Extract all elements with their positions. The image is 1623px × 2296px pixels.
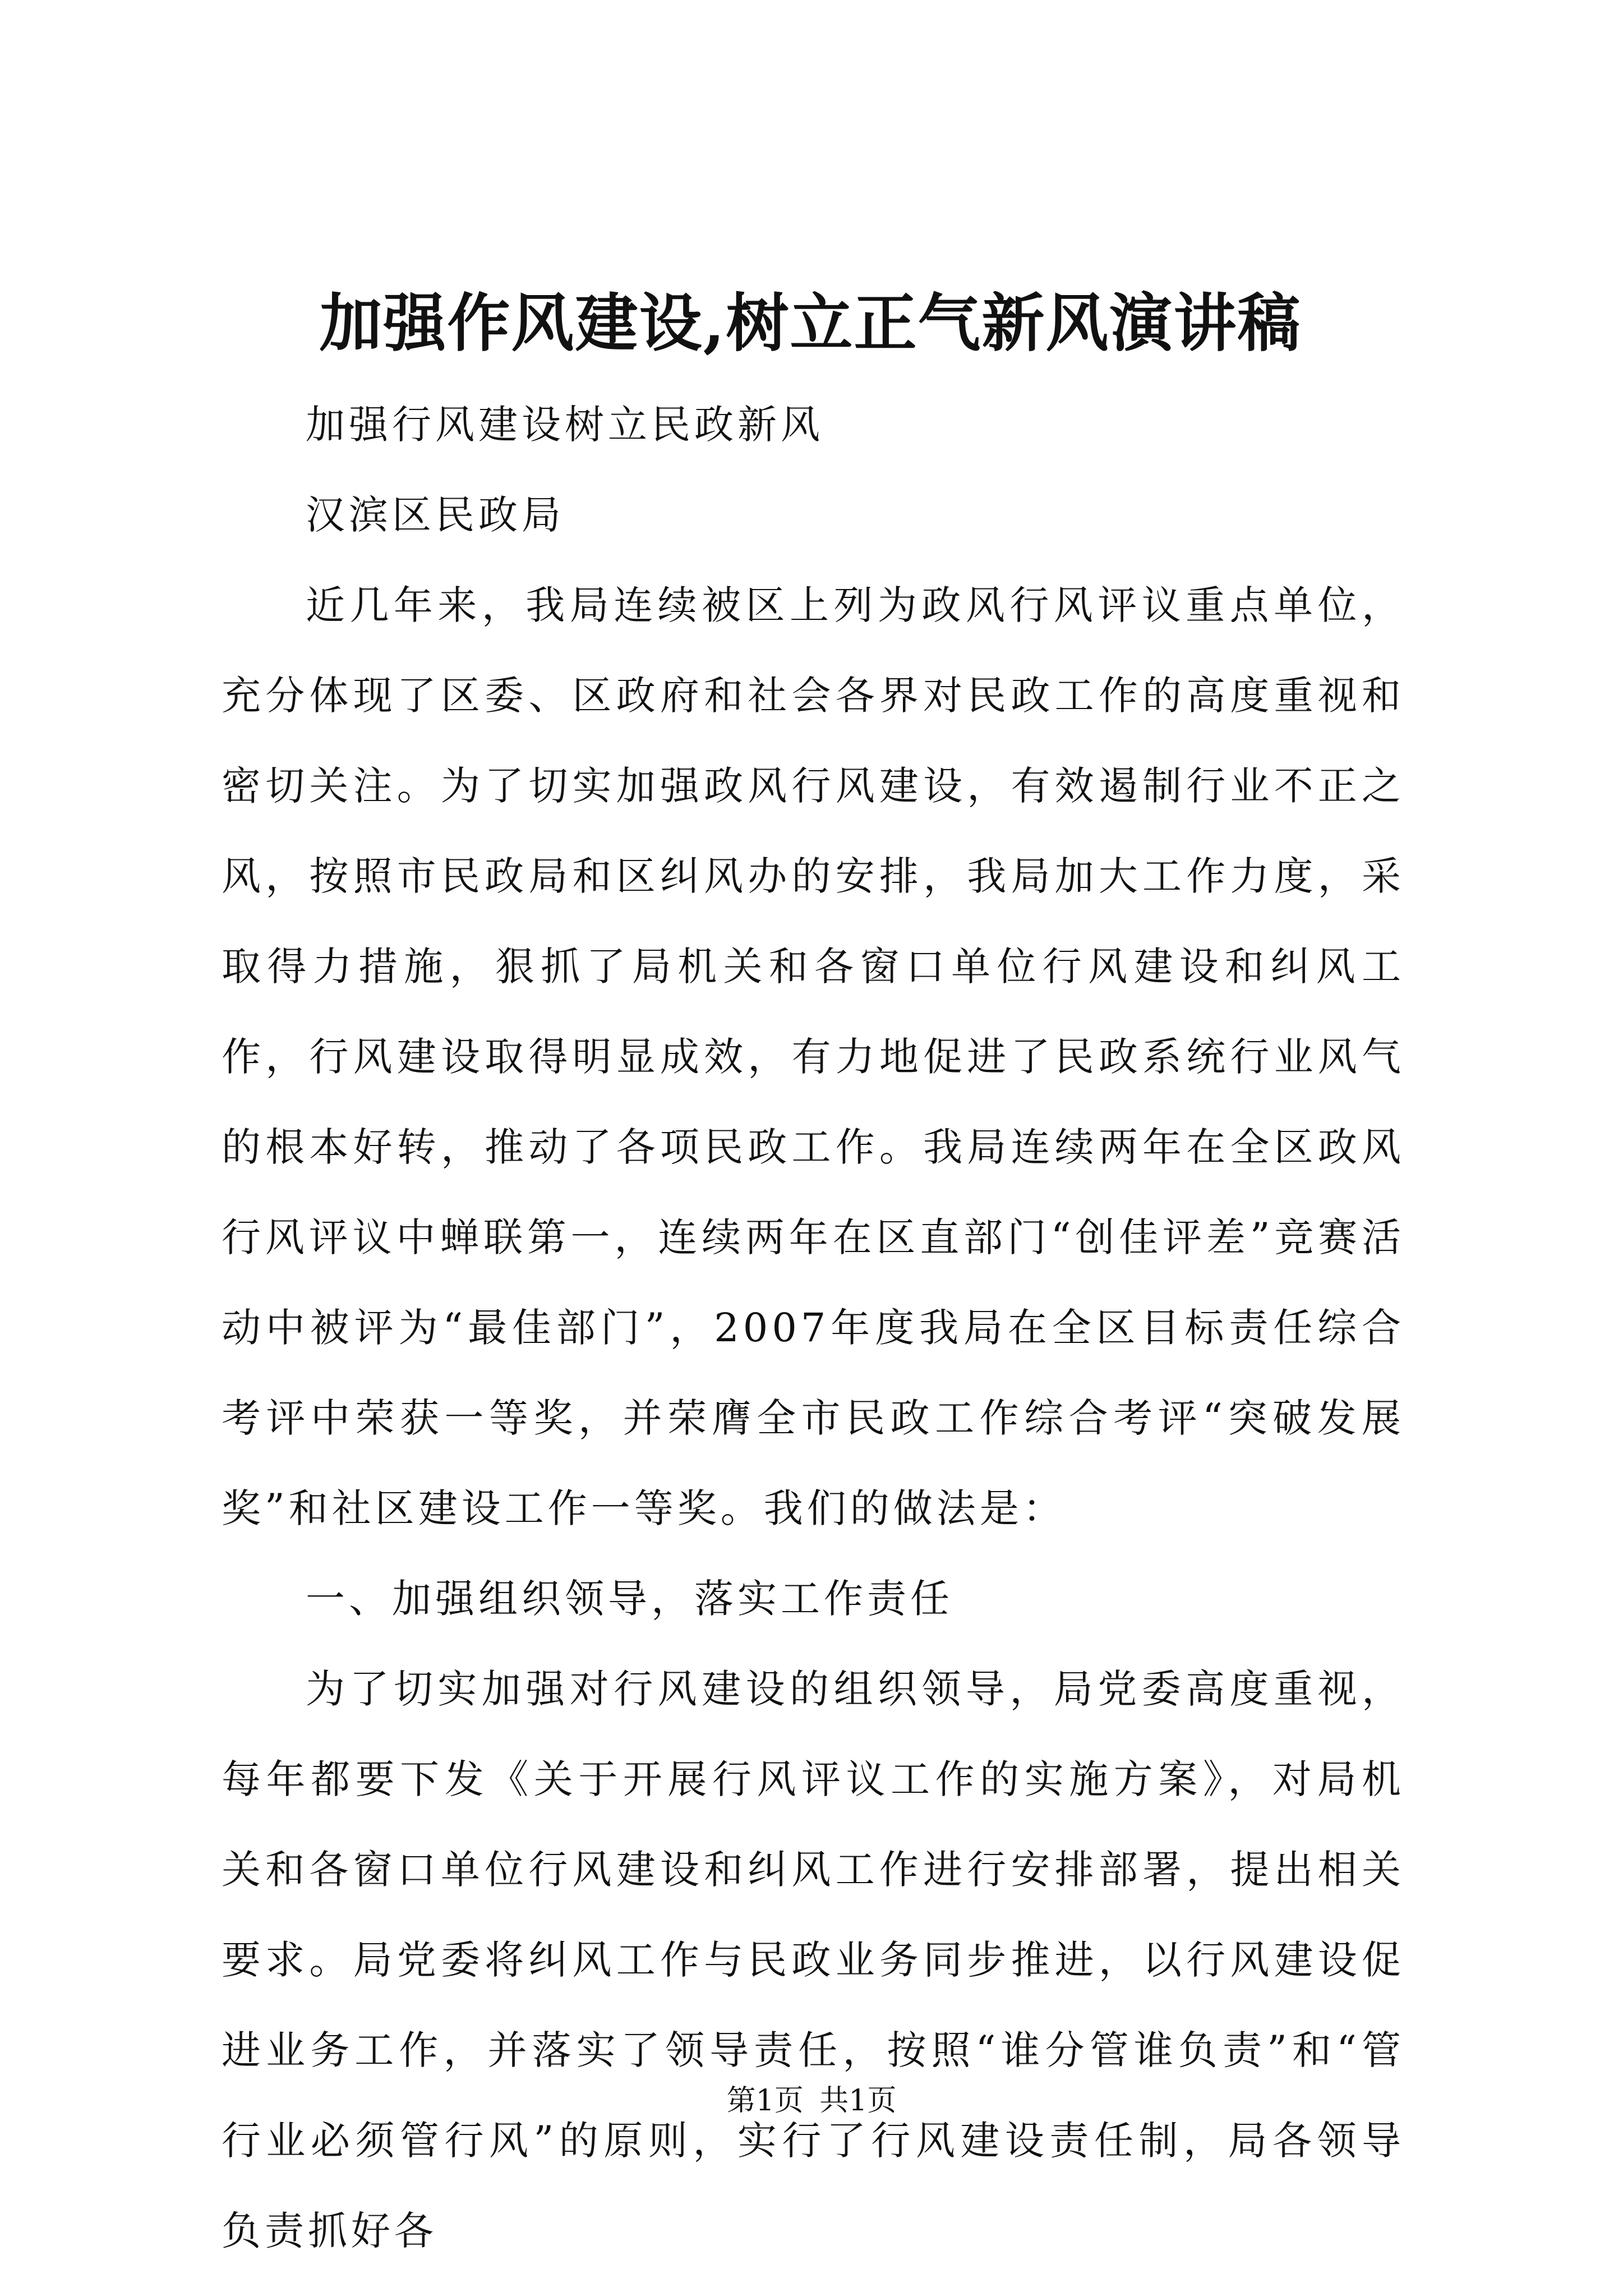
document-title: 加强作风建设,树立正气新风演讲稿 xyxy=(319,287,1302,360)
body-paragraph: 近几年来，我局连续被区上列为政风行风评议重点单位，充分体现了区委、区政府和社会各界对民政工作的高度重视和密切关注。为了切实加强政风行风建设，有效遏制行业不正之风，按照市民政局和区纠风办的安排，我局加大工作力度，采取得力措施，狠抓了局机关和各窗口单位行风建设和纠风工作，行风建设取得明显成效，有力地促进了民政系统行业风气的根本好转，推动了各项民政工作。我局连续两年在全区政风行风评议中蝉联第一，连续两年在区直部门“创佳评差”竞赛活动中被评为“最佳部门”，2007年度我局在全区目标责任综合考评中荣获一等奖，并荣膺全市民政工作综合考评“突破发展奖”和社区建设工作一等奖。我们的做法是： xyxy=(222,582,1405,1531)
page-footer xyxy=(0,2081,1623,2120)
document-body xyxy=(222,380,1405,2276)
section-heading: 一、加强组织领导，落实工作责任 xyxy=(306,1576,953,1622)
body-paragraph: 为了切实加强对行风建设的组织领导，局党委高度重视，每年都要下发《关于开展行风评议工作的实施方案》，对局机关和各窗口单位行风建设和纠风工作进行安排部署，提出相关要求。局党委将纠风工作与民政业务同步推进，以行风建设促进业务工作，并落实了领导责任，按照“谁分管谁负责”和“管行业必须管行风”的原则，实行了行风建设责任制，局各领导负责抓好各 xyxy=(222,1666,1405,2254)
subtitle-paragraph: 加强行风建设树立民政新风 xyxy=(306,402,824,448)
author-paragraph: 汉滨区民政局 xyxy=(306,492,565,538)
page-number: 第1页 xyxy=(726,2084,804,2118)
page-total: 共1页 xyxy=(819,2084,897,2118)
